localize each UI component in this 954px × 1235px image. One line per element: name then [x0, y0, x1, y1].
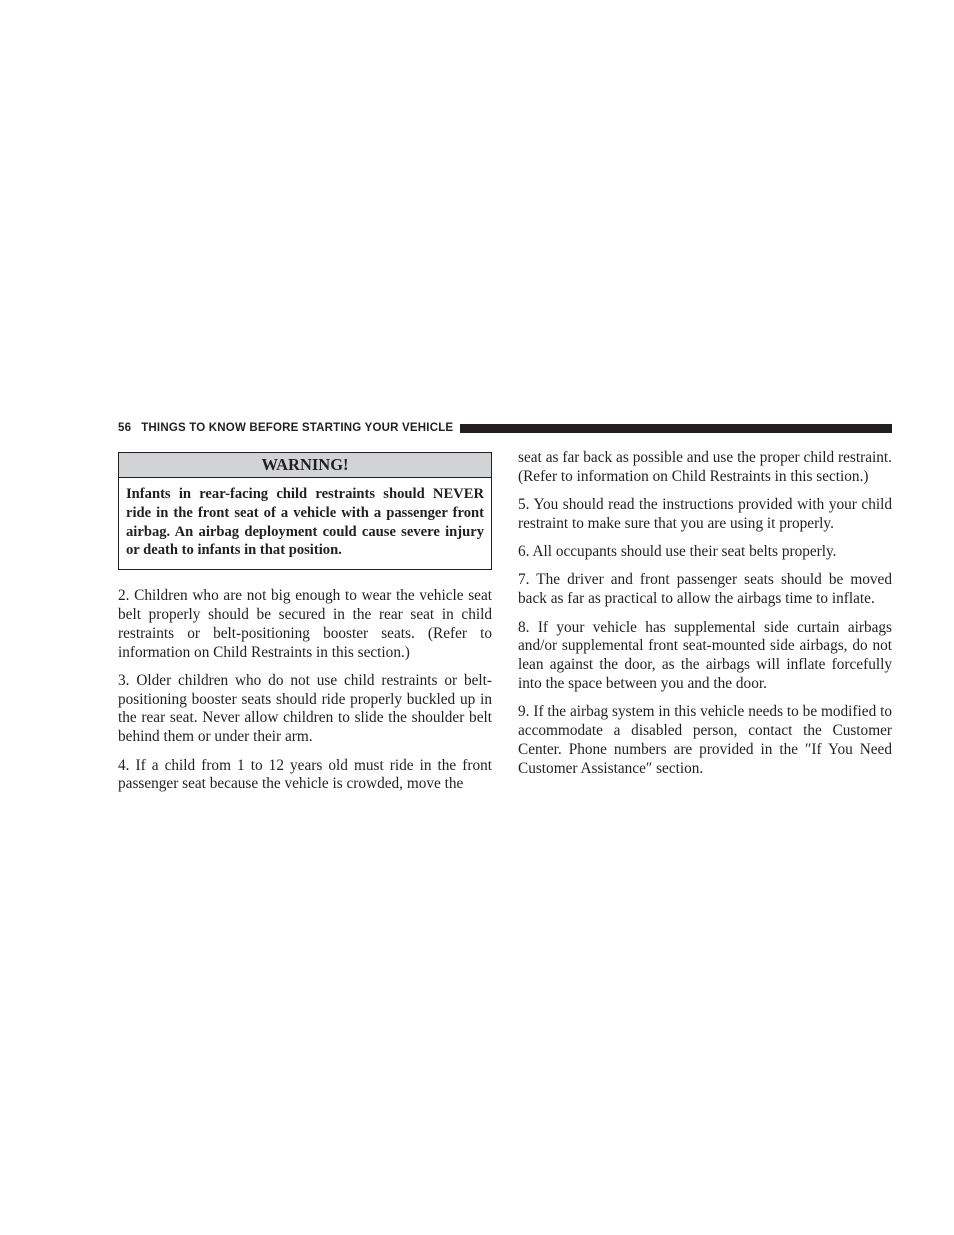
paragraph-3: 3. Older children who do not use child restraints or belt-positioning booster seats should ride properly buckled up in the rear seat. Never allow children to slide the shoulder belt behind them or under their arm. [118, 671, 492, 746]
page-header [118, 419, 892, 437]
paragraph-5: 5. You should read the instructions provided with your child restraint to make sure that you are using it properly. [518, 496, 892, 532]
left-column [118, 452, 492, 804]
section-title: THINGS TO KNOW BEFORE STARTING YOUR VEHICLE [141, 422, 454, 434]
paragraph-4-start: 4. If a child from 1 to 12 years old must ride in the front passenger seat because the vehicle is crowded, move the [118, 756, 492, 793]
paragraph-9: 9. If the airbag system in this vehicle needs to be modified to accommodate a disabled person, contact the Customer Center. Phone numbers are provided in the ″If You Need Customer Assistance″ section. [518, 703, 892, 777]
page-number: 56 [118, 422, 132, 434]
paragraph-4-continued: seat as far back as possible and use the proper child restraint. (Refer to information on Child Restraints in this section.) [518, 449, 892, 485]
paragraph-2: 2. Children who are not big enough to wear the vehicle seat belt properly should be secured in the rear seat in child restraints or belt-positioning booster seats. (Refer to information on Child Restraints in this section.) [118, 587, 492, 661]
right-column [518, 449, 892, 788]
paragraph-8: 8. If your vehicle has supplemental side curtain airbags and/or supplemental front seat-mounted side airbags, do not lean against the door, as the airbags will inflate forcefully into the space between you and the door. [518, 618, 892, 692]
warning-box [118, 452, 492, 570]
warning-body: Infants in rear-facing child restraints should NEVER ride in the front seat of a vehicle with a passenger front airbag. An airbag deployment could cause severe injury or death to infants in that position. [126, 486, 484, 559]
warning-title: WARNING! [119, 453, 491, 478]
paragraph-6: 6. All occupants should use their seat belts properly. [518, 543, 837, 561]
paragraph-7: 7. The driver and front passenger seats should be moved back as far as practical to allow the airbags time to inflate. [518, 571, 892, 608]
header-rule [460, 424, 892, 433]
